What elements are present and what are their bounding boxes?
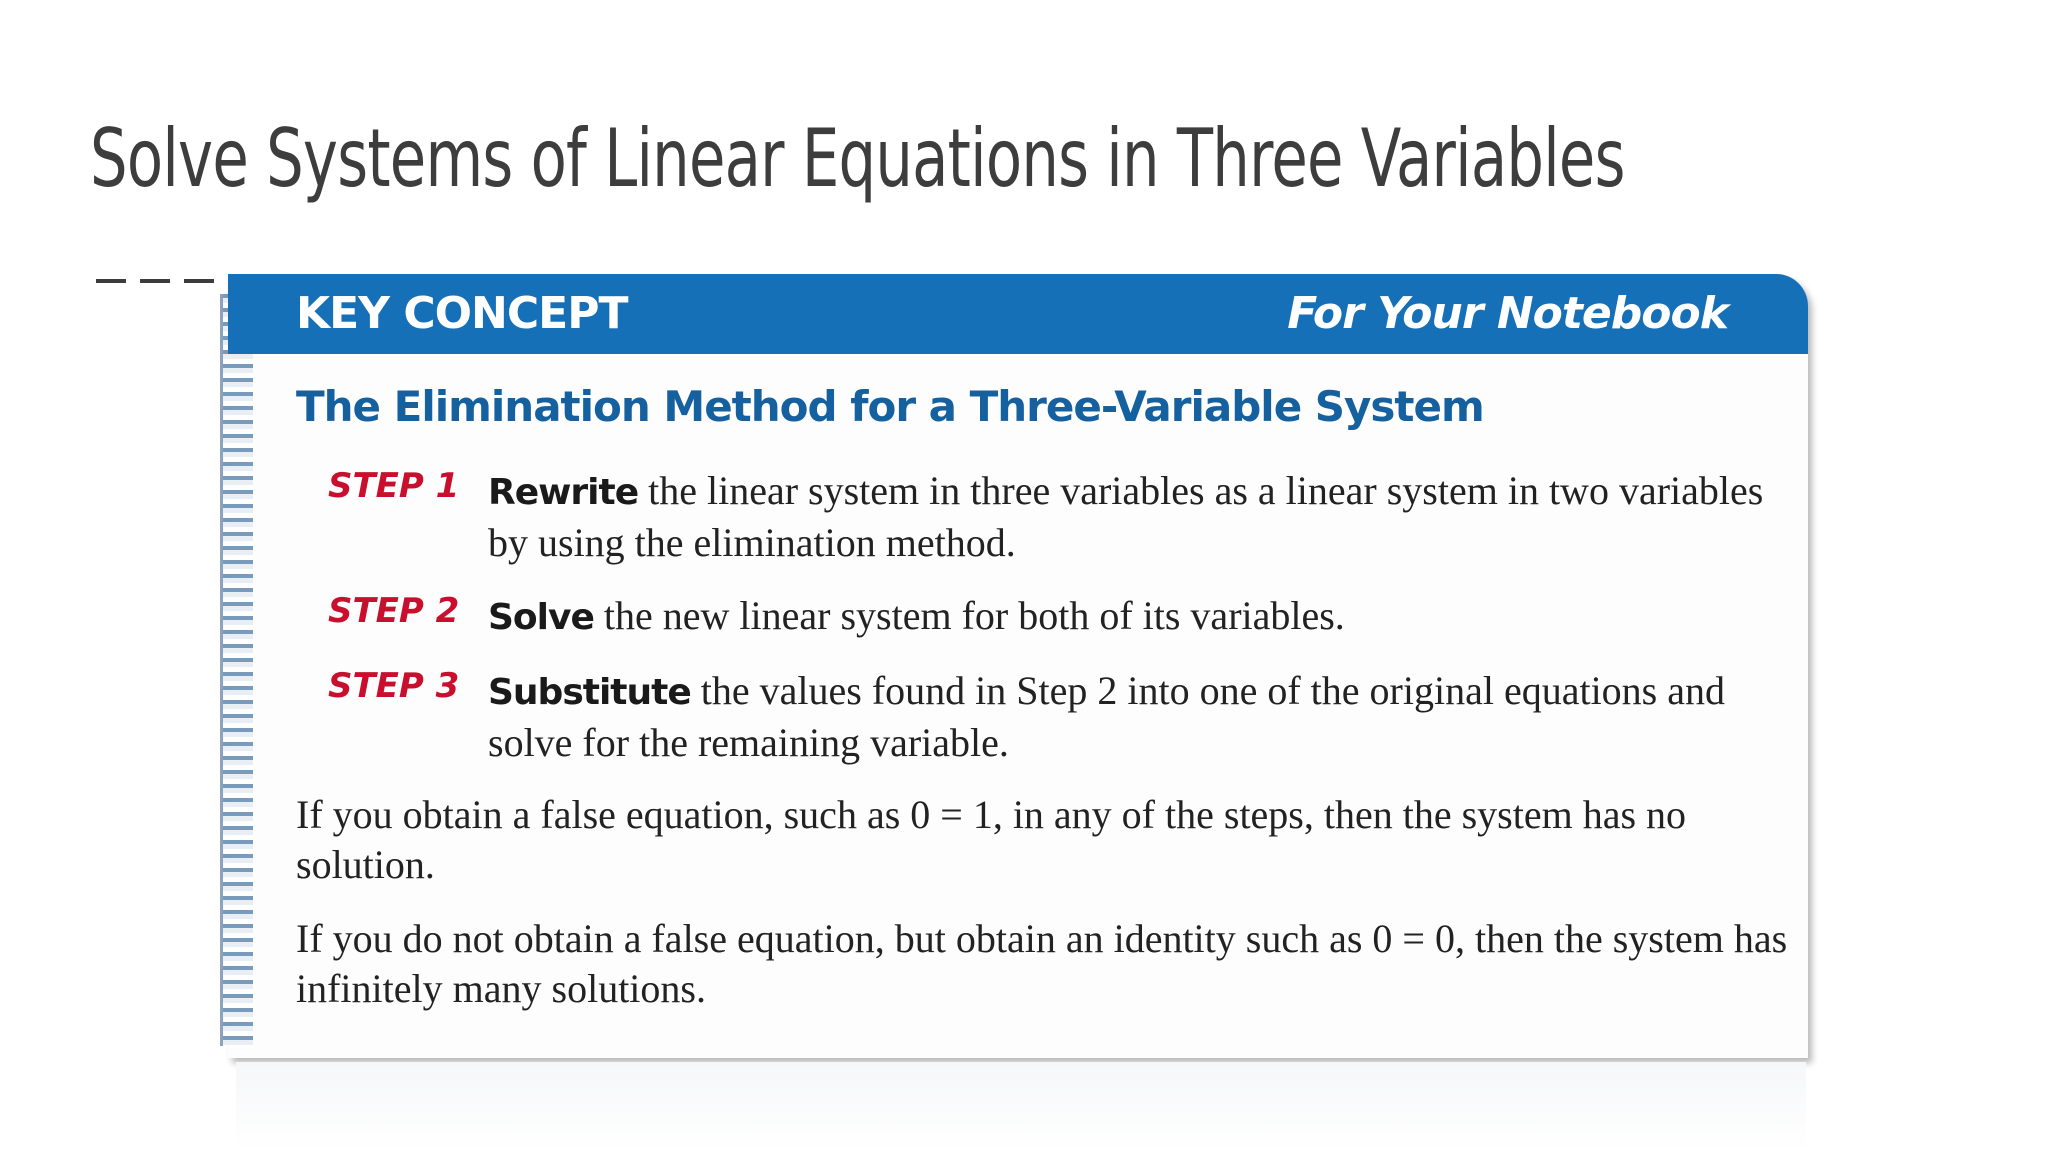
step-description: the linear system in three variables as a linear system in two variables by using the elimination method. xyxy=(488,468,1764,565)
spiral-binding-icon xyxy=(220,294,253,1046)
title-dash-divider xyxy=(96,279,236,283)
no-solution-paragraph: If you obtain a false equation, such as 0 = 1, in any of the steps, then the system has no solution. xyxy=(296,792,1687,887)
step-keyword: Solve xyxy=(488,597,594,638)
notebook-label: For Your Notebook xyxy=(1287,288,1728,339)
card-shadow-fade xyxy=(236,1062,1806,1152)
step-keyword: Substitute xyxy=(488,672,691,713)
step-description: the values found in Step 2 into one of the original equations and solve for the remaining variable. xyxy=(488,668,1726,765)
step-text xyxy=(488,666,1788,768)
step-description: the new linear system for both of its variables. xyxy=(593,593,1345,638)
infinite-solutions-paragraph: If you do not obtain a false equation, but obtain an identity such as 0 = 0, then the system has infinitely many solutions. xyxy=(296,916,1788,1011)
step-label: STEP 3 xyxy=(328,666,460,706)
card-header xyxy=(228,274,1808,354)
step-text xyxy=(488,466,1788,568)
key-concept-card xyxy=(228,274,1808,1058)
slide-title: Solve Systems of Linear Equations in Three Variables xyxy=(90,112,1625,205)
method-title: The Elimination Method for a Three-Variable System xyxy=(296,382,1484,431)
key-concept-heading: KEY CONCEPT xyxy=(296,288,628,339)
step-label: STEP 1 xyxy=(328,466,460,506)
step-text xyxy=(488,591,1788,643)
step-keyword: Rewrite xyxy=(488,472,639,513)
step-label: STEP 2 xyxy=(328,591,460,631)
